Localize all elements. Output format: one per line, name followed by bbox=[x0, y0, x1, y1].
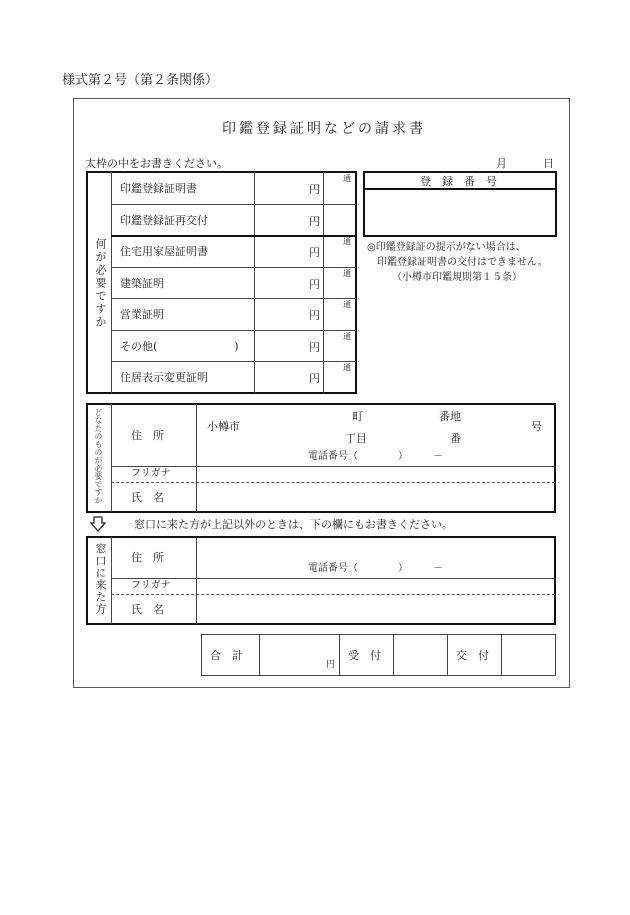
yen-unit-label: 円 bbox=[309, 277, 320, 291]
visitor-phone-field[interactable]: 電話番号（ ） － bbox=[308, 563, 443, 574]
issued-label: 交 付 bbox=[456, 649, 489, 662]
requested-items-label: 何が必要ですか bbox=[94, 238, 107, 329]
yen-unit-label: 円 bbox=[309, 183, 320, 196]
requested-item-label: その他( ) bbox=[120, 339, 239, 353]
copies-unit-label: 通 bbox=[343, 174, 351, 183]
registration-number-header: 登 録 番 号 bbox=[420, 175, 497, 188]
ban-label: 番 bbox=[450, 432, 461, 445]
requested-item-row[interactable] bbox=[111, 204, 356, 236]
registration-note-line-1: ◎印鑑登録証の提示がない場合は、 bbox=[367, 242, 526, 253]
applicant-name-label: 氏 名 bbox=[131, 491, 164, 504]
visitor-section-label: 窓口に来た方 bbox=[94, 543, 107, 615]
banchi-label: 番地 bbox=[439, 410, 461, 423]
applicant-phone-field[interactable]: 電話番号（ ） － bbox=[308, 451, 443, 462]
requested-item-label: 建築証明 bbox=[120, 276, 164, 290]
yen-unit-label: 円 bbox=[309, 246, 320, 259]
requested-item-label: 住宅用家屋証明書 bbox=[120, 245, 208, 258]
copies-unit-label: 通 bbox=[343, 363, 351, 372]
total-yen-label: 円 bbox=[326, 660, 336, 670]
go-label: 号 bbox=[531, 420, 542, 433]
date-day-label: 日 bbox=[543, 157, 554, 170]
yen-unit-label: 円 bbox=[309, 309, 320, 322]
requested-item-label: 印鑑登録証再交付 bbox=[120, 213, 208, 227]
visitor-address-label: 住 所 bbox=[131, 551, 164, 564]
requested-item-row[interactable] bbox=[111, 330, 356, 362]
requested-item-row[interactable] bbox=[111, 235, 356, 267]
copies-unit-label: 通 bbox=[343, 300, 351, 309]
requested-item-label: 住居表示変更証明 bbox=[120, 371, 208, 384]
yen-unit-label: 円 bbox=[309, 340, 320, 354]
applicant-furigana-label: フリガナ bbox=[131, 468, 171, 479]
applicant-address-label: 住 所 bbox=[131, 429, 164, 442]
received-label: 受 付 bbox=[348, 649, 381, 662]
total-label: 合 計 bbox=[210, 649, 243, 662]
city-name: 小樽市 bbox=[207, 420, 240, 433]
requested-item-row[interactable] bbox=[111, 361, 356, 393]
yen-unit-label: 円 bbox=[309, 214, 320, 228]
requested-item-row[interactable] bbox=[111, 267, 356, 299]
cho-label: 町 bbox=[352, 410, 363, 423]
registration-note-line-2: 印鑑登録証明書の交付はできません。 bbox=[377, 257, 548, 268]
form-title: 印鑑登録証明などの請求書 bbox=[222, 121, 426, 137]
visitor-furigana-label: フリガナ bbox=[131, 580, 171, 591]
applicant-section-label: どなたのものが必要ですか bbox=[94, 408, 103, 504]
form-number: 様式第２号（第２条関係） bbox=[62, 73, 219, 88]
copies-unit-label: 通 bbox=[343, 331, 351, 341]
registration-note-line-3: （小樽市印鑑規則第１５条） bbox=[392, 272, 522, 283]
visitor-instruction-text: 窓口に来た方が上記以外のときは、下の欄にもお書きください。 bbox=[134, 518, 453, 531]
requested-item-row[interactable] bbox=[111, 172, 356, 204]
visitor-name-label: 氏 名 bbox=[131, 603, 164, 616]
down-arrow-icon bbox=[90, 516, 106, 532]
requested-item-label: 印鑑登録証明書 bbox=[120, 182, 197, 195]
chome-label: 丁目 bbox=[345, 432, 367, 445]
instruction-text: 太枠の中をお書きください。 bbox=[85, 157, 228, 170]
requested-item-row[interactable] bbox=[111, 298, 356, 330]
copies-unit-label: 通 bbox=[343, 268, 351, 278]
requested-item-label: 営業証明 bbox=[120, 308, 164, 321]
date-month-label: 月 bbox=[496, 157, 507, 170]
yen-unit-label: 円 bbox=[309, 372, 320, 385]
copies-unit-label: 通 bbox=[343, 237, 351, 246]
